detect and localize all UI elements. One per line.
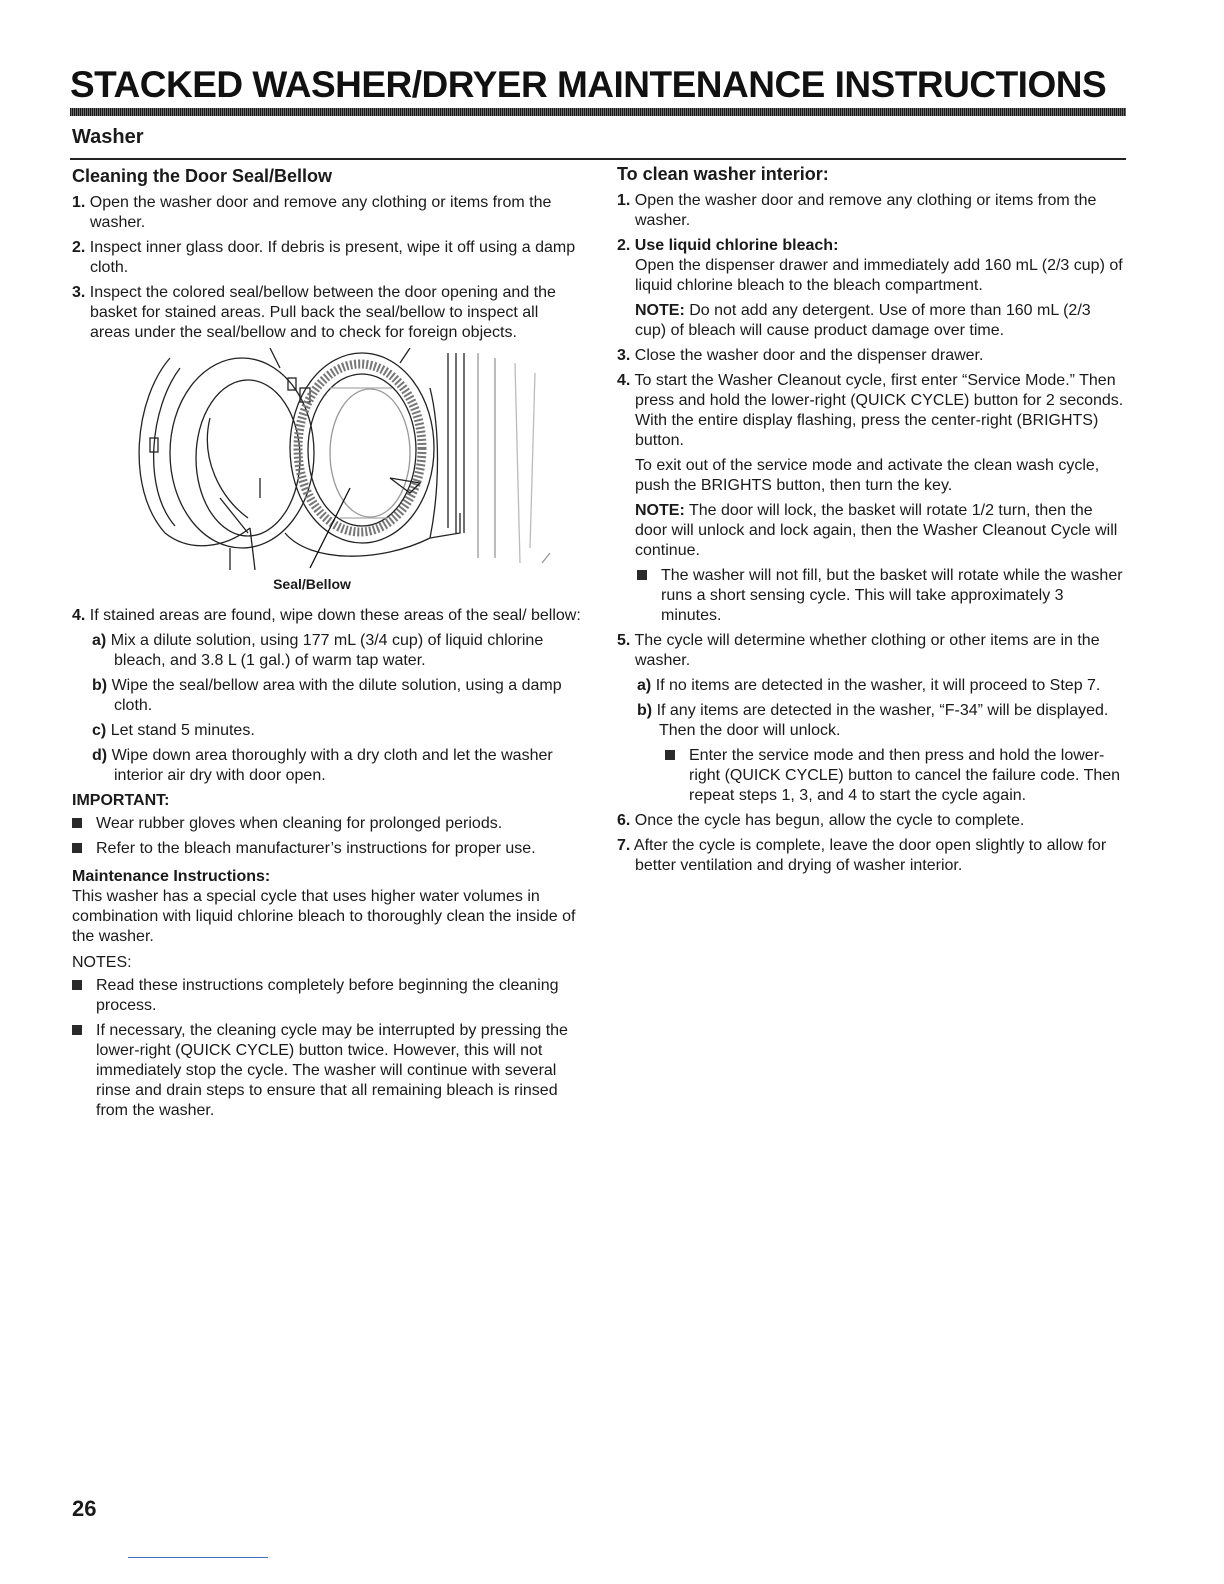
list-item: 7. After the cycle is complete, leave the door open slightly to allow for better ventilation and drying of washer interior. [617, 837, 1107, 874]
step4-para: To exit out of the service mode and activate the clean wash cycle, push the BRIGHTS button, then turn the key. [635, 457, 1100, 494]
list-item: 1. Open the washer door and remove any clothing or items from the washer. [72, 194, 552, 231]
section-heading: Washer [72, 126, 144, 148]
washer-door-illustration [130, 348, 580, 573]
bullet-item: The washer will not fill, but the basket will rotate while the washer runs a short sensing cycle. This will take approximately 3 minutes. [637, 566, 1125, 626]
list-item: 2. Use liquid chlorine bleach: [617, 237, 839, 254]
square-bullet-icon [72, 843, 82, 853]
maintenance-label: Maintenance Instructions: [72, 868, 271, 885]
figure-caption: Seal/Bellow [273, 576, 351, 592]
sub-item: c) Let stand 5 minutes. [92, 722, 255, 739]
page-title: STACKED WASHER/DRYER MAINTENANCE INSTRUCTIONS [70, 64, 1107, 105]
list-item: 4. If stained areas are found, wipe down these areas of the seal/ bellow: [72, 607, 581, 624]
sub-item: b) If any items are detected in the washer, “F-34” will be displayed. Then the door will unlock. [637, 702, 1109, 739]
bullet-item: Read these instructions completely before beginning the cleaning process. [72, 976, 582, 1016]
left-column [72, 165, 582, 1126]
right-column [617, 163, 1125, 881]
footer-line [128, 1557, 268, 1558]
important-label: IMPORTANT: [72, 792, 170, 809]
step2-note: NOTE: Do not add any detergent. Use of more than 160 mL (2/3 cup) of bleach will cause product damage over time. [635, 302, 1091, 339]
square-bullet-icon [72, 818, 82, 828]
square-bullet-icon [72, 980, 82, 990]
square-bullet-icon [637, 570, 647, 580]
list-item: 5. The cycle will determine whether clothing or other items are in the washer. [617, 632, 1100, 669]
page-number: 26 [72, 1496, 97, 1521]
list-item: 4. To start the Washer Cleanout cycle, first enter “Service Mode.” Then press and hold the lower-right (QUICK CYCLE) button for 2 seconds. With the entire display flashing, press the center-right (BRIGHTS) button. [617, 372, 1124, 449]
sub-item: b) Wipe the seal/bellow area with the dilute solution, using a damp cloth. [92, 677, 562, 714]
bullet-item: Enter the service mode and then press and hold the lower-right (QUICK CYCLE) button to cancel the failure code. Then repeat steps 1, 3, and 4 to start the cycle again. [665, 746, 1125, 806]
step4-note: NOTE: The door will lock, the basket will rotate 1/2 turn, then the door will unlock and lock again, then the Washer Cleanout Cycle will continue. [635, 502, 1118, 559]
washer-door-drawing [130, 348, 580, 573]
bullet-item: Wear rubber gloves when cleaning for prolonged periods. [72, 814, 582, 834]
list-item: 6. Once the cycle has begun, allow the cycle to complete. [617, 812, 1025, 829]
bullet-item: Refer to the bleach manufacturer’s instructions for proper use. [72, 839, 582, 859]
maintenance-text: This washer has a special cycle that uses higher water volumes in combination with liquid chlorine bleach to thoroughly clean the inside of the washer. [72, 888, 576, 945]
list-item: 3. Inspect the colored seal/bellow between the door opening and the basket for stained areas. Pull back the seal/bellow to inspect all areas under the seal/bellow and to check for foreign objects. [72, 284, 556, 341]
sub-item: d) Wipe down area thoroughly with a dry cloth and let the washer interior air dry with door open. [92, 747, 553, 784]
title-rule [70, 108, 1126, 116]
square-bullet-icon [72, 1025, 82, 1035]
step2-text: Open the dispenser drawer and immediately add 160 mL (2/3 cup) of liquid chlorine bleach to the bleach compartment. [635, 257, 1123, 294]
section-rule [70, 158, 1126, 160]
square-bullet-icon [665, 750, 675, 760]
sub-item: a) Mix a dilute solution, using 177 mL (3/4 cup) of liquid chlorine bleach, and 3.8 L (1 gal.) of warm tap water. [92, 632, 544, 669]
bullet-item: If necessary, the cleaning cycle may be interrupted by pressing the lower-right (QUICK CYCLE) button twice. However, this will not immediately stop the cycle. The washer will continue with several rinse and drain steps to ensure that all remaining bleach is rinsed from the washer. [72, 1021, 582, 1121]
list-item: 1. Open the washer door and remove any clothing or items from the washer. [617, 192, 1097, 229]
sub-item: a) If no items are detected in the washer, it will proceed to Step 7. [637, 677, 1101, 694]
list-item: 3. Close the washer door and the dispenser drawer. [617, 347, 984, 364]
list-item: 2. Inspect inner glass door. If debris is present, wipe it off using a damp cloth. [72, 239, 576, 276]
door-seal-heading: Cleaning the Door Seal/Bellow [72, 166, 333, 186]
notes-label: NOTES: [72, 954, 132, 971]
clean-interior-heading: To clean washer interior: [617, 164, 829, 184]
